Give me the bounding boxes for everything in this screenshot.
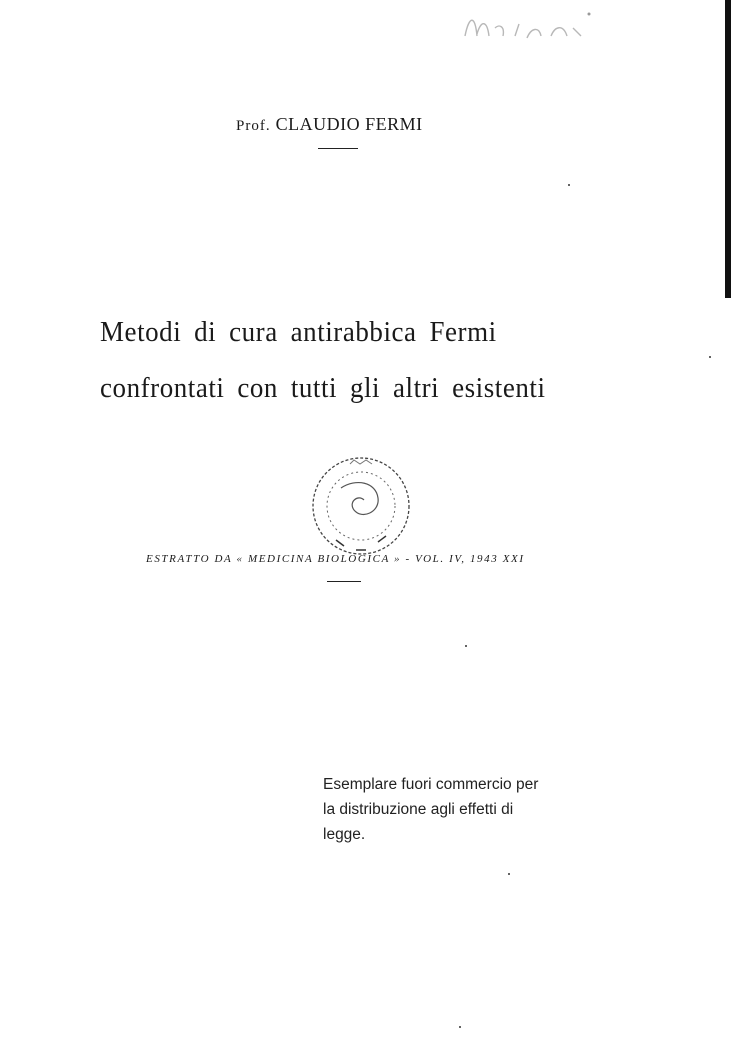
scan-speck — [568, 184, 570, 186]
document-title — [100, 304, 546, 416]
scan-edge-bar — [725, 0, 731, 298]
note-line-2: la distribuzione agli effetti di — [323, 801, 514, 818]
author-name: CLAUDIO FERMI — [275, 114, 423, 134]
title-line-2: confrontati con tutti gli altri esistenti — [100, 372, 546, 404]
scan-speck — [459, 1026, 461, 1028]
note-line-1: Esemplare fuori commercio per — [323, 776, 539, 793]
divider-rule — [327, 581, 361, 582]
extract-citation: ESTRATTO DA « MEDICINA BIOLOGICA » - VOL. IV, 1943 XXI — [146, 553, 525, 565]
scan-speck — [709, 356, 711, 358]
handwritten-annotation-icon — [455, 6, 595, 50]
scan-speck — [465, 645, 467, 647]
author-line — [236, 114, 423, 135]
library-stamp-icon — [306, 450, 416, 568]
author-prefix: Prof. — [236, 118, 271, 134]
distribution-note — [323, 772, 593, 847]
divider-rule — [318, 148, 358, 149]
title-line-1: Metodi di cura antirabbica Fermi — [100, 316, 497, 348]
scan-speck — [508, 873, 510, 875]
note-line-3: legge. — [323, 826, 366, 843]
